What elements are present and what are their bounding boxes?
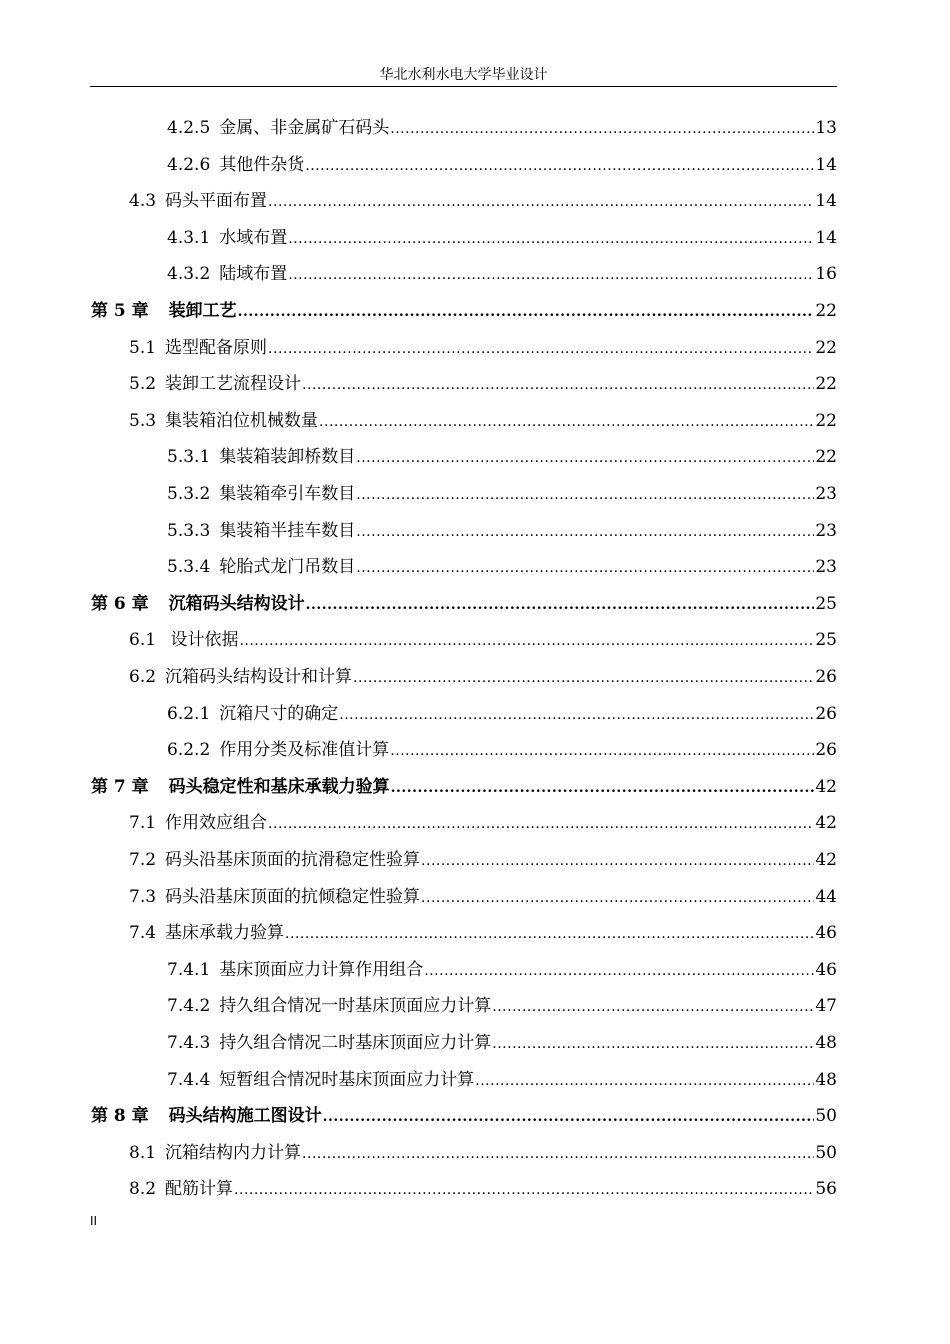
- toc-entry-title: 码头稳定性和基床承载力验算: [168, 776, 390, 797]
- toc-entry-number: 第 7 章: [91, 776, 149, 797]
- toc-entry[interactable]: [167, 549, 837, 577]
- toc-entry-title: 码头沿基床顶面的抗滑稳定性验算: [165, 850, 421, 870]
- toc-entry-page: 42: [815, 776, 837, 797]
- toc-entry-title: 设计依据: [165, 630, 239, 651]
- toc-entry-page: 25: [815, 593, 837, 614]
- toc-entry-number: 4.3.1: [167, 227, 211, 248]
- toc-dot-leader: [421, 889, 814, 907]
- toc-dot-leader: [238, 303, 815, 321]
- toc-entry-page: 22: [815, 337, 837, 358]
- toc-dot-leader: [268, 815, 814, 833]
- toc-entry[interactable]: [167, 952, 837, 980]
- toc-entry-page: 22: [815, 374, 837, 395]
- toc-entry-page: 25: [815, 630, 837, 651]
- toc-entry[interactable]: [167, 147, 837, 175]
- toc-dot-leader: [239, 632, 814, 650]
- toc-entry-page: 16: [815, 264, 837, 285]
- toc-dot-leader: [306, 596, 815, 614]
- toc-entry[interactable]: [91, 586, 837, 614]
- toc-dot-leader: [234, 1181, 814, 1199]
- toc-entry-number: 7.1: [129, 813, 157, 834]
- toc-dot-leader: [424, 962, 814, 980]
- toc-entry-title: 选型配备原则: [165, 337, 268, 358]
- toc-entry[interactable]: [129, 915, 837, 943]
- toc-entry-number: 8.2: [129, 1179, 157, 1200]
- toc-entry-number: 7.4.3: [167, 1033, 211, 1053]
- toc-entry[interactable]: [129, 1171, 837, 1199]
- toc-dot-leader: [492, 998, 814, 1016]
- toc-entry-title: 沉箱尺寸的确定: [219, 703, 339, 724]
- toc-entry[interactable]: [167, 439, 837, 467]
- toc-entry-number: 第 6 章: [91, 593, 149, 614]
- toc-entry-page: 14: [815, 191, 837, 212]
- toc-entry-number: 5.2: [129, 374, 157, 395]
- toc-entry-page: 14: [815, 154, 837, 175]
- toc-dot-leader: [391, 779, 815, 797]
- toc-dot-leader: [285, 925, 814, 943]
- toc-entry[interactable]: [129, 330, 837, 358]
- toc-entry-number: 4.3: [129, 191, 157, 212]
- toc-entry-number: 6.2: [129, 667, 157, 687]
- toc-entry-page: 42: [815, 813, 837, 834]
- toc-dot-leader: [305, 157, 814, 175]
- toc-entry[interactable]: [167, 220, 837, 248]
- toc-entry[interactable]: [129, 879, 837, 907]
- toc-entry-page: 23: [815, 520, 837, 541]
- toc-entry-number: 6.2.1: [167, 703, 211, 724]
- toc-dot-leader: [288, 230, 814, 248]
- toc-entry[interactable]: [167, 256, 837, 284]
- toc-dot-leader: [421, 852, 814, 870]
- toc-dot-leader: [302, 376, 814, 394]
- toc-entry-number: 5.3.2: [167, 484, 211, 504]
- toc-entry-title: 金属、非金属矿石码头: [219, 118, 390, 138]
- header-rule: [90, 86, 837, 87]
- toc-entry-number: 7.2: [129, 850, 157, 870]
- toc-entry-title: 基床承载力验算: [165, 923, 285, 944]
- toc-entry-page: 42: [815, 850, 837, 870]
- toc-entry-page: 26: [815, 667, 837, 687]
- toc-entry-number: 4.3.2: [167, 264, 211, 285]
- toc-entry-title: 基床顶面应力计算作用组合: [219, 959, 424, 980]
- toc-entry-number: 7.4.4: [167, 1069, 211, 1090]
- toc-entry[interactable]: [167, 476, 837, 504]
- toc-entry-title: 持久组合情况二时基床顶面应力计算: [219, 1033, 492, 1053]
- toc-entry[interactable]: [91, 293, 837, 321]
- toc-entry[interactable]: [129, 805, 837, 833]
- toc-entry-title: 持久组合情况一时基床顶面应力计算: [219, 996, 492, 1017]
- toc-entry-page: 22: [815, 410, 837, 431]
- toc-entry-page: 14: [815, 227, 837, 248]
- toc-entry-title: 作用分类及标准值计算: [219, 740, 390, 761]
- toc-entry-page: 13: [815, 118, 837, 138]
- toc-entry[interactable]: [167, 696, 837, 724]
- page-number: II: [90, 1214, 98, 1228]
- toc-dot-leader: [302, 1145, 814, 1163]
- toc-entry-title: 码头结构施工图设计: [168, 1106, 322, 1127]
- toc-entry-number: 8.1: [129, 1142, 157, 1163]
- toc-entry-title: 码头平面布置: [165, 191, 268, 212]
- toc-dot-leader: [356, 486, 814, 504]
- toc-entry-number: 7.4.2: [167, 996, 211, 1017]
- toc-entry[interactable]: [167, 513, 837, 541]
- toc-dot-leader: [288, 266, 814, 284]
- toc-entry-number: 5.3.1: [167, 447, 211, 468]
- toc-entry-page: 23: [815, 557, 837, 578]
- toc-entry-title: 装卸工艺: [168, 301, 237, 321]
- toc-entry-page: 46: [815, 923, 837, 944]
- toc-entry[interactable]: [91, 769, 837, 797]
- toc-entry-title: 陆域布置: [219, 264, 288, 285]
- toc-entry-page: 46: [815, 959, 837, 980]
- toc-entry-title: 沉箱码头结构设计和计算: [165, 667, 353, 687]
- toc-entry-number: 5.3.3: [167, 520, 211, 541]
- toc-entry[interactable]: [129, 1135, 837, 1163]
- toc-entry-number: 4.2.6: [167, 154, 211, 175]
- toc-entry-page: 50: [815, 1142, 837, 1163]
- toc-dot-leader: [356, 559, 814, 577]
- toc-entry[interactable]: [167, 732, 837, 760]
- toc-entry-page: 44: [815, 886, 837, 907]
- toc-entry-number: 7.4: [129, 923, 157, 944]
- toc-entry-page: 26: [815, 703, 837, 724]
- toc-entry-number: 第 8 章: [91, 1106, 149, 1127]
- toc-dot-leader: [339, 706, 814, 724]
- toc-entry-page: 22: [815, 447, 837, 468]
- toc-entry-title: 沉箱码头结构设计: [168, 593, 305, 614]
- toc-dot-leader: [390, 120, 814, 138]
- running-header: 华北水利水电大学毕业设计: [379, 67, 548, 83]
- toc-entry-number: 第 5 章: [91, 301, 149, 321]
- toc-dot-leader: [356, 449, 814, 467]
- toc-dot-leader: [268, 340, 814, 358]
- toc-entry-page: 47: [815, 996, 837, 1017]
- toc-entry[interactable]: [91, 1098, 837, 1126]
- toc-dot-leader: [319, 413, 814, 431]
- toc-entry-title: 其他件杂货: [219, 154, 305, 175]
- toc-entry-title: 水域布置: [219, 227, 288, 248]
- toc-entry-page: 48: [815, 1033, 837, 1053]
- toc-entry-title: 集装箱泊位机械数量: [165, 410, 319, 431]
- toc-entry-title: 配筋计算: [165, 1179, 234, 1200]
- toc-entry-title: 集装箱牵引车数目: [219, 484, 356, 504]
- toc-dot-leader: [323, 1108, 815, 1126]
- toc-entry-number: 5.3.4: [167, 557, 211, 578]
- toc-entry-page: 56: [815, 1179, 837, 1200]
- toc-dot-leader: [268, 193, 814, 211]
- toc-entry-number: 7.4.1: [167, 959, 211, 980]
- toc-entry-title: 码头沿基床顶面的抗倾稳定性验算: [165, 886, 421, 907]
- toc-entry[interactable]: [167, 1062, 837, 1090]
- toc-entry-number: 7.3: [129, 886, 157, 907]
- toc-entry[interactable]: [167, 110, 837, 138]
- toc-entry-number: 5.1: [129, 337, 157, 358]
- toc-entry-title: 轮胎式龙门吊数目: [219, 557, 356, 578]
- toc-entry[interactable]: [167, 988, 837, 1016]
- toc-entry-title: 沉箱结构内力计算: [165, 1142, 302, 1163]
- toc-entry[interactable]: [129, 366, 837, 394]
- toc-dot-leader: [353, 669, 814, 687]
- toc-entry-number: 5.3: [129, 410, 157, 431]
- toc-entry-number: 4.2.5: [167, 118, 211, 138]
- toc-entry-title: 装卸工艺流程设计: [165, 374, 302, 395]
- toc-entry-title: 短暂组合情况时基床顶面应力计算: [219, 1069, 475, 1090]
- toc-entry-number: 6.2.2: [167, 740, 211, 761]
- toc-dot-leader: [356, 523, 814, 541]
- toc-entry-page: 26: [815, 740, 837, 761]
- toc-entry[interactable]: [129, 183, 837, 211]
- toc-entry-page: 23: [815, 484, 837, 504]
- toc-entry-title: 集装箱半挂车数目: [219, 520, 356, 541]
- toc-entry-page: 50: [815, 1106, 837, 1127]
- toc-dot-leader: [390, 742, 814, 760]
- toc-dot-leader: [492, 1035, 814, 1053]
- toc-entry[interactable]: [129, 659, 837, 687]
- toc-entry[interactable]: [167, 1025, 837, 1053]
- toc-entry-number: 6.1: [129, 630, 157, 651]
- toc-entry-page: 22: [815, 301, 837, 321]
- toc-entry[interactable]: [129, 622, 837, 650]
- toc-entry[interactable]: [129, 842, 837, 870]
- toc-entry[interactable]: [129, 403, 837, 431]
- toc-entry-title: 作用效应组合: [165, 813, 268, 834]
- toc-entry-title: 集装箱装卸桥数目: [219, 447, 356, 468]
- toc-entry-page: 48: [815, 1069, 837, 1090]
- toc-dot-leader: [475, 1072, 814, 1090]
